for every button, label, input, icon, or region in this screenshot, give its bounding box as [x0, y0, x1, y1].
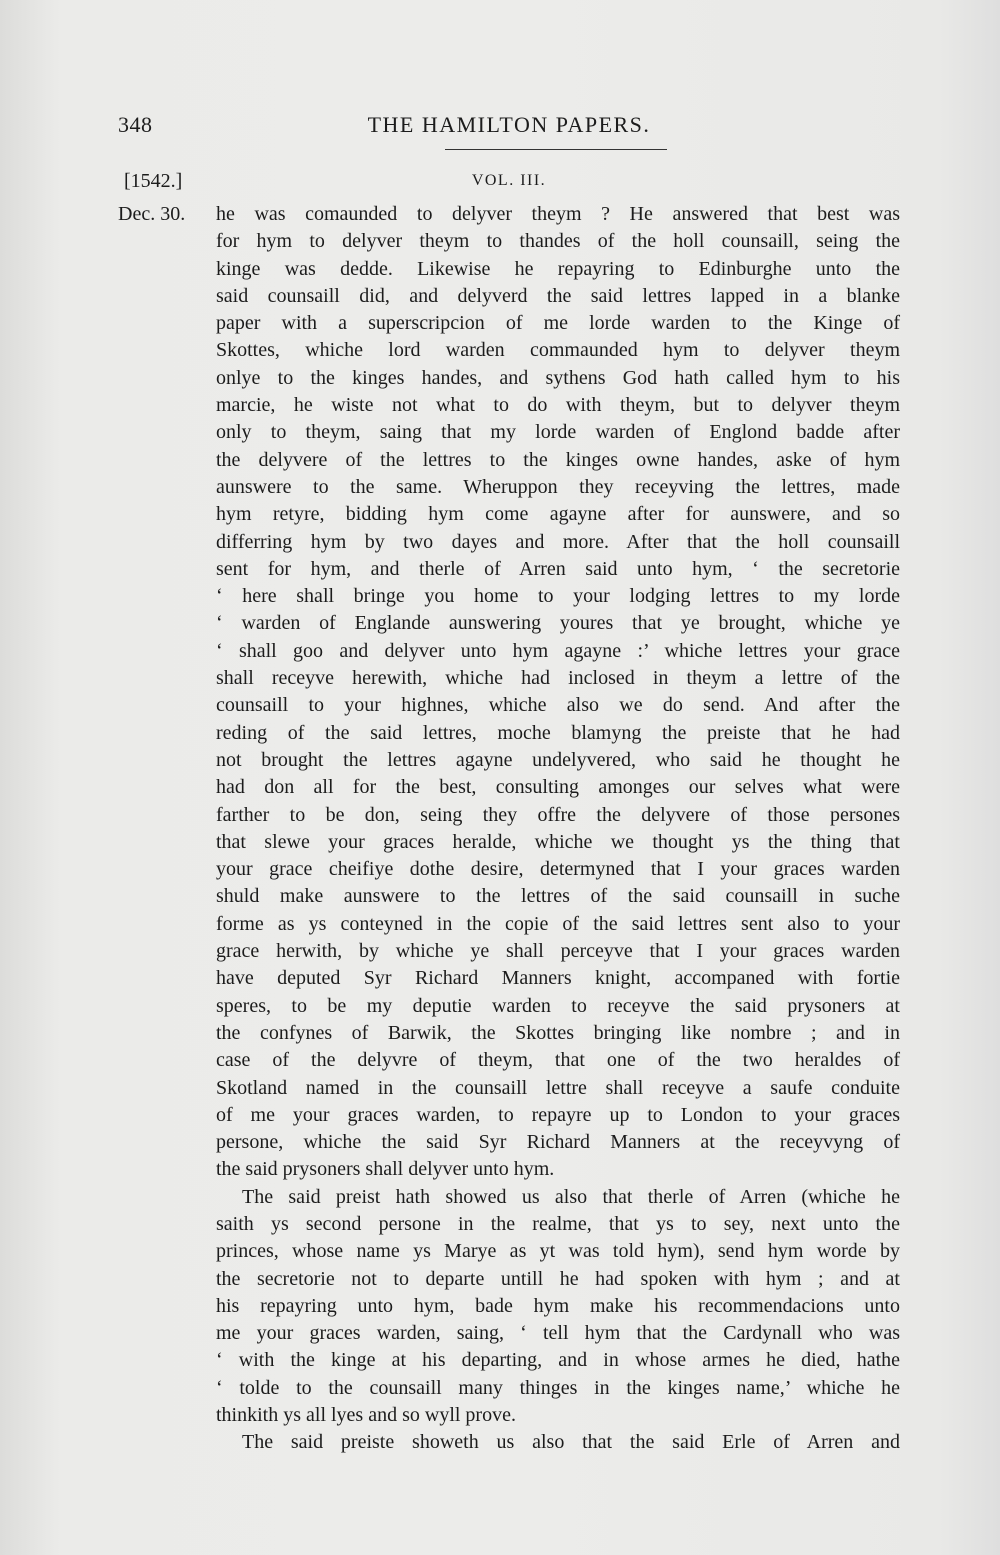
text-line: ‘ here shall bringe you home to your lodging lettres to my lorde — [216, 585, 900, 608]
text-line: farther to be don, seing they offre the delyvere of those persones — [216, 803, 900, 826]
text-line: princes, whose name ys Marye as yt was told hym), send hym worde by — [216, 1240, 900, 1263]
text-line: The said preist hath showed us also that therle of Arren (whiche he — [242, 1185, 900, 1208]
text-line: thinkith ys all lyes and so wyll prove. — [216, 1404, 516, 1427]
text-line: marcie, he wiste not what to do with theym, but to delyver theym — [216, 394, 900, 417]
text-line: aunswere to the same. Wheruppon they receyving the lettres, made — [216, 475, 900, 498]
text-line: onlye to the kinges handes, and sythens God hath called hym to his — [216, 366, 900, 389]
text-line: persone, whiche the said Syr Richard Manners at the receyvyng of — [216, 1131, 900, 1154]
text-line: said counsaill did, and delyverd the said lettres lapped in a blanke — [216, 284, 900, 307]
text-line: the secretorie not to departe untill he had spoken with hym ; and at — [216, 1267, 900, 1290]
text-line: the delyvere of the lettres to the kinges owne handes, aske of hym — [216, 448, 900, 471]
text-line: kinge was dedde. Likewise he repayring to Edinburghe unto the — [216, 257, 900, 280]
text-line: sent for hym, and therle of Arren said unto hym, ‘ the secretorie — [216, 557, 900, 580]
page-number: 348 — [118, 112, 153, 137]
text-line: for hym to delyver theym to thandes of the holl counsaill, seing the — [216, 230, 900, 253]
text-line: paper with a superscripcion of me lorde warden to the Kinge of — [216, 312, 900, 335]
text-line: differring hym by two dayes and more. After that the holl counsaill — [216, 530, 900, 553]
running-title: THE HAMILTON PAPERS. — [367, 112, 651, 137]
body-text — [216, 201, 900, 1457]
text-line: ‘ shall goo and delyver unto hym agayne :’ whiche lettres your grace — [216, 639, 900, 662]
text-line: saith ys second persone in the realme, that ys to sey, next unto the — [216, 1212, 900, 1235]
text-line: grace herwith, by whiche ye shall perceyve that I your graces warden — [216, 940, 900, 963]
text-line: that slewe your graces heralde, whiche we thought ys the thing that — [216, 830, 900, 853]
year-label: [1542.] — [124, 170, 183, 192]
text-line: me your graces warden, saing, ‘ tell hym that the Cardynall who was — [216, 1322, 900, 1345]
text-line: hym retyre, bidding hym come agayne after for aunswere, and so — [216, 503, 900, 526]
text-line: reding of the said lettres, moche blamyng the preiste that he had — [216, 721, 900, 744]
text-line: Skotland named in the counsaill lettre shall receyve a saufe conduite — [216, 1076, 900, 1099]
text-line: ‘ with the kinge at his departing, and in whose armes he died, hathe — [216, 1349, 900, 1372]
text-line: the confynes of Barwik, the Skottes bringing like nombre ; and in — [216, 1021, 900, 1044]
text-line: ‘ warden of Englande aunswering youres that ye brought, whiche ye — [216, 612, 900, 635]
text-line: had don all for the best, consulting amonges our selves what were — [216, 776, 900, 799]
title-rule — [445, 149, 667, 150]
text-line: he was comaunded to delyver theym ? He answered that best was — [216, 203, 900, 225]
text-line: speres, to be my deputie warden to receyve the said prysoners at — [216, 994, 900, 1017]
text-line: shuld make aunswere to the lettres of the said counsaill in suche — [216, 885, 900, 908]
text-line: counsaill to your highnes, whiche also we do send. And after the — [216, 694, 900, 717]
text-line: not brought the lettres agayne undelyvered, who said he thought he — [216, 748, 900, 771]
text-line: shall receyve herewith, whiche had inclosed in theym a lettre of the — [216, 667, 900, 690]
text-line: his repayring unto hym, bade hym make his recommendacions unto — [216, 1294, 900, 1317]
text-line: case of the delyvre of theym, that one of the two heraldes of — [216, 1049, 900, 1072]
text-line: your grace cheifiye dothe desire, determyned that I your graces warden — [216, 858, 900, 881]
text-line: The said preiste showeth us also that the said Erle of Arren and — [242, 1431, 900, 1454]
page-header — [118, 112, 900, 142]
text-line: Skottes, whiche lord warden commaunded hym to delyver theym — [216, 339, 900, 362]
text-line: of me your graces warden, to repayre up to London to your graces — [216, 1103, 900, 1126]
volume-label: VOL. III. — [471, 172, 547, 189]
text-line: the said prysoners shall delyver unto hym. — [216, 1158, 555, 1181]
text-line: have deputed Syr Richard Manners knight, accompaned with fortie — [216, 967, 900, 990]
text-line: ‘ tolde to the counsaill many thinges in the kinges name,’ whiche he — [216, 1376, 900, 1399]
margin-date: Dec. 30. — [118, 203, 186, 225]
page-subheader — [118, 170, 900, 196]
text-line: forme as ys conteyned in the copie of the said lettres sent also to your — [216, 912, 900, 935]
text-line: only to theym, saing that my lorde warden of Englond badde after — [216, 421, 900, 444]
